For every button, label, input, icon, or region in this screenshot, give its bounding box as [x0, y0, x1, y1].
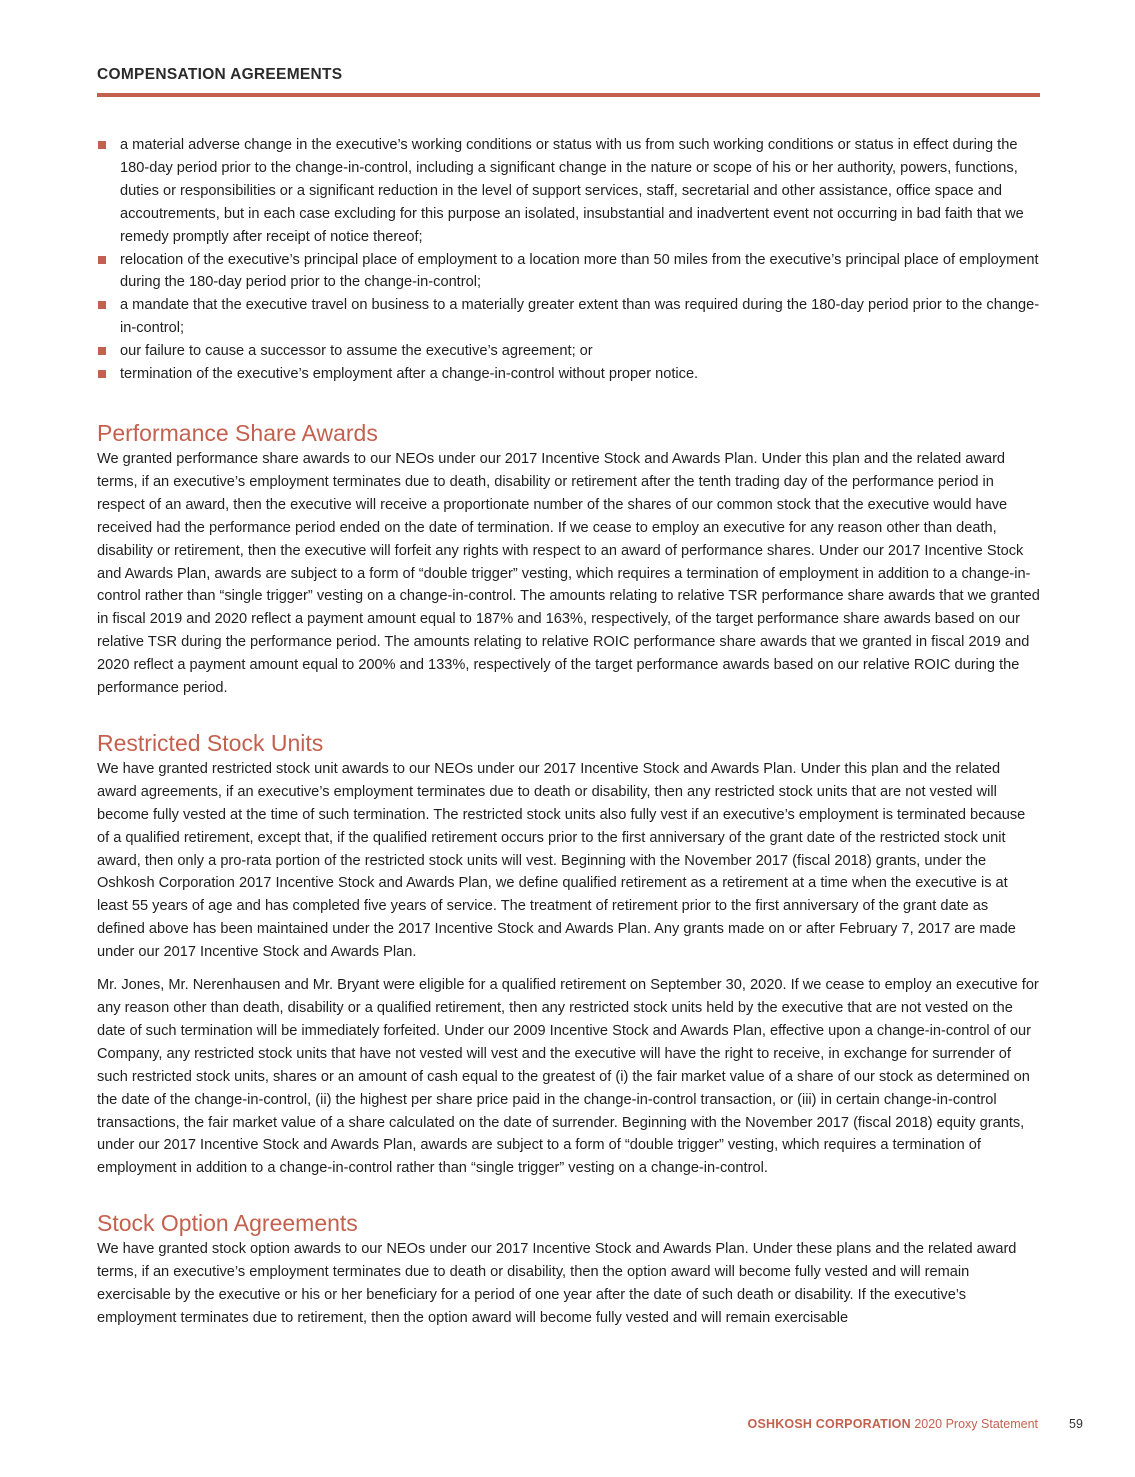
main-content [97, 134, 1040, 1330]
restricted-stock-units-paragraph-2: Mr. Jones, Mr. Nerenhausen and Mr. Bryant were eligible for a qualified retirement on September 30, 2020. If we cease to employ an executive for any reason other than death, disability or a qualified retirement, then any restricted stock units held by the executive that are not vested on the date of such termination will be immediately forfeited. Under our 2009 Incentive Stock and Awards Plan, effective upon a change-in-control of our Company, any restricted stock units that have not vested will vest and the executive will have the right to receive, in exchange for surrender of such restricted stock units, shares or an amount of cash equal to the greatest of (i) the fair market value of a share of our stock as determined on the date of the change-in-control, (ii) the highest per share price paid in the change-in-control transaction, or (iii) in certain change-in-control transactions, the fair market value of a share calculated on the date of surrender. Beginning with the November 2017 (fiscal 2018) equity grants, under our 2017 Incentive Stock and Awards Plan, awards are subject to a form of “double trigger” vesting, which requires a termination of employment in addition to a change-in-control rather than “single trigger” vesting on a change-in-control. [97, 977, 1039, 1177]
list-item [97, 134, 1040, 249]
list-item [97, 340, 1040, 363]
restricted-stock-units-paragraph-1: We have granted restricted stock unit awards to our NEOs under our 2017 Incentive Stock and Awards Plan. Under this plan and the related award agreements, if an executive’s employment terminates due to death or disability, then any restricted stock units that are not vested will become fully vested at the time of such termination. The restricted stock units also fully vest if an executive’s employment is terminated because of a qualified retirement, except that, if the qualified retirement occurs prior to the first anniversary of the grant date of the restricted stock unit award, then only a pro-rata portion of the restricted stock units will vest. Beginning with the November 2017 (fiscal 2018) grants, under the Oshkosh Corporation 2017 Incentive Stock and Awards Plan, we define qualified retirement as a retirement at a time when the executive is at least 55 years of age and has completed five years of service. The treatment of retirement prior to the first anniversary of the grant date as defined above has been maintained under the 2017 Incentive Stock and Awards Plan. Any grants made on or after February 7, 2017 are made under our 2017 Incentive Stock and Awards Plan. [97, 760, 1026, 961]
bullet-text: a mandate that the executive travel on business to a materially greater extent than was required during the 180-day period prior to the change-in-control; [120, 297, 1040, 337]
square-bullet-icon [98, 347, 106, 355]
bullet-list [97, 134, 1040, 386]
stock-option-agreements-heading: Stock Option Agreements [97, 1210, 358, 1237]
footer-company: OSHKOSH CORPORATION [747, 1417, 911, 1431]
bullet-text: our failure to cause a successor to assume the executive’s agreement; or [120, 343, 593, 360]
page-number: 59 [1069, 1417, 1083, 1431]
list-item [97, 363, 1040, 386]
performance-share-awards-heading: Performance Share Awards [97, 419, 378, 446]
square-bullet-icon [98, 141, 106, 149]
stock-option-agreements-paragraph: We have granted stock option awards to our NEOs under our 2017 Incentive Stock and Awards Plan. Under these plans and the related award terms, if an executive’s employment terminates due to death or disability, then the option award will become fully vested and will remain exercisable by the executive or his or her beneficiary for a period of one year after the date of such death or disability. If the executive’s employment terminates due to retirement, then the option award will become fully vested and will remain exercisable [97, 1241, 1017, 1326]
section-title: COMPENSATION AGREEMENTS [97, 66, 343, 83]
square-bullet-icon [98, 370, 106, 378]
page-footer [748, 1417, 1038, 1431]
square-bullet-icon [98, 256, 106, 264]
bullet-text: relocation of the executive’s principal place of employment to a location more than 50 miles from the executive’s principal place of employment during the 180-day period prior to the change-in-control; [120, 251, 1039, 291]
bullet-text: termination of the executive’s employment after a change-in-control without proper notice. [120, 366, 699, 383]
restricted-stock-units-heading: Restricted Stock Units [97, 729, 324, 756]
footer-statement: 2020 Proxy Statement [914, 1417, 1038, 1431]
square-bullet-icon [98, 301, 106, 309]
header-rule [97, 93, 1040, 97]
performance-share-awards-paragraph: We granted performance share awards to our NEOs under our 2017 Incentive Stock and Awards Plan. Under this plan and the related award terms, if an executive’s employment terminates due to death, disability or retirement after the tenth trading day of the performance period in respect of an award, then the executive will receive a proportionate number of the shares of our common stock that the executive would have received had the performance period ended on the date of termination. If we cease to employ an executive for any reason other than death, disability or retirement, then the executive will forfeit any rights with respect to an award of performance shares. Under our 2017 Incentive Stock and Awards Plan, awards are subject to a form of “double trigger” vesting, which requires a termination of employment in addition to a change-in-control rather than “single trigger” vesting on a change-in-control. The amounts relating to relative TSR performance share awards that we granted in fiscal 2019 and 2020 reflect a payment amount equal to 187% and 163%, respectively, of the target performance share awards based on our relative TSR during the performance period. The amounts relating to relative ROIC performance share awards that we granted in fiscal 2019 and 2020 reflect a payment amount equal to 200% and 133%, respectively of the target performance awards based on our relative ROIC during the performance period. [97, 450, 1040, 697]
list-item [97, 249, 1040, 295]
bullet-text: a material adverse change in the executive’s working conditions or status with us from such working conditions or status in effect during the 180-day period prior to the change-in-control, including a significant change in the nature or scope of his or her authority, powers, functions, duties or responsibilities or a significant reduction in the level of support services, staff, secretarial and other assistance, office space and accoutrements, but in each case excluding for this purpose an isolated, insubstantial and inadvertent event not occurring in bad faith that we remedy promptly after receipt of notice thereof; [120, 137, 1024, 245]
list-item [97, 294, 1040, 340]
